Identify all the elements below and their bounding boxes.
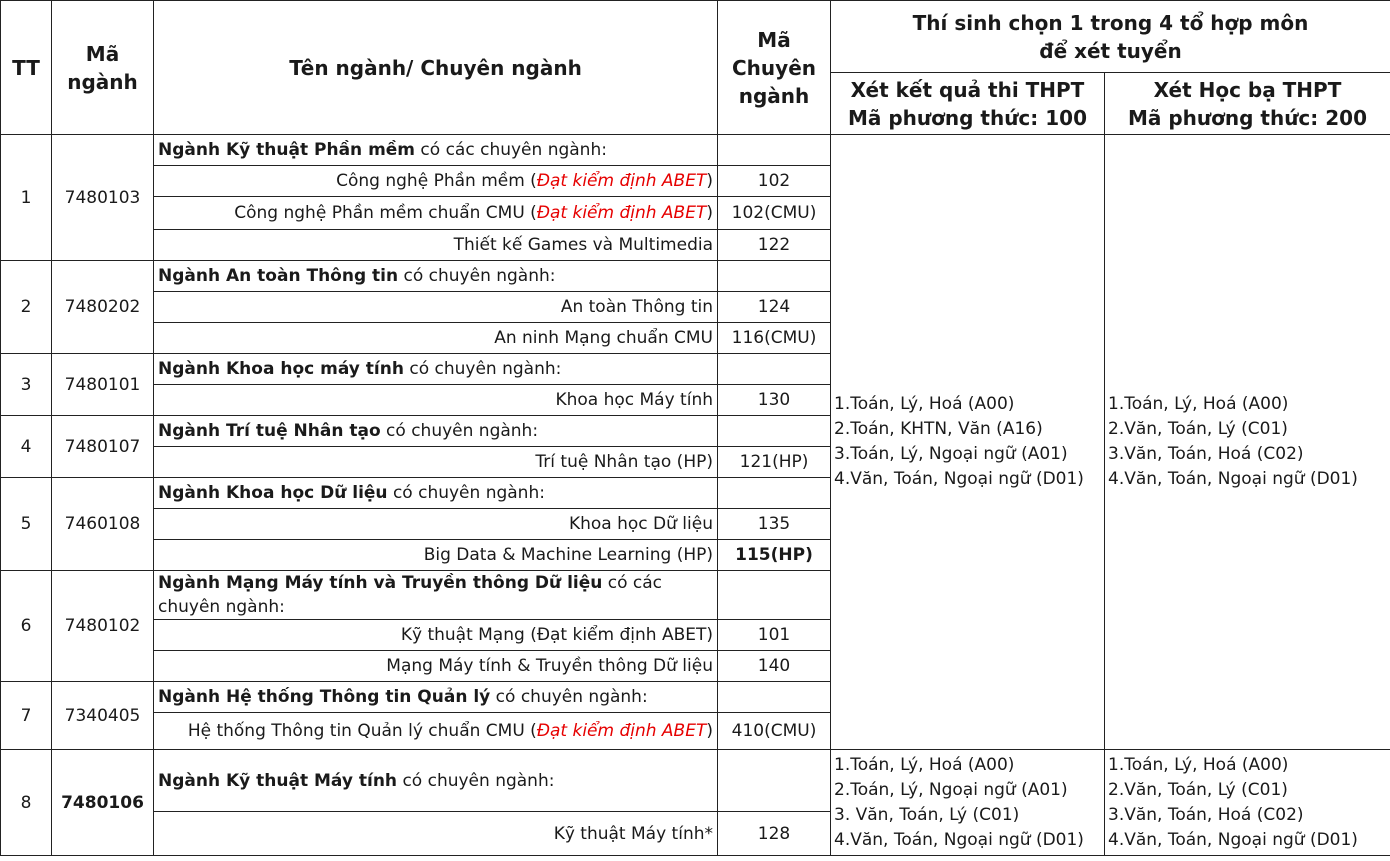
spec-code-empty	[718, 416, 831, 447]
table-row	[1, 135, 1390, 166]
row-major-code: 7340405	[52, 682, 154, 750]
spec-code: 410(CMU)	[718, 713, 831, 750]
spec-code-empty	[718, 135, 831, 166]
spec-code: 116(CMU)	[718, 323, 831, 354]
major-title: Ngành Hệ thống Thông tin Quản lý có chuyên ngành:	[154, 682, 718, 713]
spec-name: Kỹ thuật Máy tính*	[154, 812, 718, 856]
spec-code: 115(HP)	[718, 540, 831, 571]
spec-code-empty	[718, 750, 831, 812]
spec-code: 122	[718, 230, 831, 261]
spec-code: 121(HP)	[718, 447, 831, 478]
spec-name: An toàn Thông tin	[154, 292, 718, 323]
spec-code: 135	[718, 509, 831, 540]
spec-name: Trí tuệ Nhân tạo (HP)	[154, 447, 718, 478]
spec-name: Kỹ thuật Mạng (Đạt kiểm định ABET)	[154, 620, 718, 651]
header-combo-title: Thí sinh chọn 1 trong 4 tổ hợp môn để xét tuyển	[831, 1, 1390, 73]
row-major-code: 7480103	[52, 135, 154, 261]
spec-code: 102	[718, 166, 831, 197]
header-spec-code: Mã Chuyên ngành	[718, 1, 831, 135]
row-major-code: 7460108	[52, 478, 154, 571]
spec-code-empty	[718, 354, 831, 385]
major-title: Ngành Trí tuệ Nhân tạo có chuyên ngành:	[154, 416, 718, 447]
row-major-code: 7480107	[52, 416, 154, 478]
major-title: Ngành An toàn Thông tin có chuyên ngành:	[154, 261, 718, 292]
major-title: Ngành Kỹ thuật Phần mềm có các chuyên ngành:	[154, 135, 718, 166]
major-title: Ngành Mạng Máy tính và Truyền thông Dữ liệu có các chuyên ngành:	[154, 571, 718, 620]
spec-code: 124	[718, 292, 831, 323]
header-method-100: Xét kết quả thi THPT Mã phương thức: 100	[831, 73, 1105, 135]
spec-code-empty	[718, 261, 831, 292]
row-tt: 6	[1, 571, 52, 682]
row-tt: 4	[1, 416, 52, 478]
major-title: Ngành Khoa học Dữ liệu có chuyên ngành:	[154, 478, 718, 509]
major-title: Ngành Kỹ thuật Máy tính có chuyên ngành:	[154, 750, 718, 812]
header-method-200: Xét Học bạ THPT Mã phương thức: 200	[1105, 73, 1390, 135]
header-tt: TT	[1, 1, 52, 135]
spec-code: 128	[718, 812, 831, 856]
row-tt: 5	[1, 478, 52, 571]
combo-group-1-method-100: 1.Toán, Lý, Hoá (A00) 2.Toán, KHTN, Văn (A16) 3.Toán, Lý, Ngoại ngữ (A01) 4.Văn, Toán, Ngoại ngữ (D01)	[831, 135, 1105, 750]
combo-group-1-method-200: 1.Toán, Lý, Hoá (A00) 2.Văn, Toán, Lý (C01) 3.Văn, Toán, Hoá (C02) 4.Văn, Toán, Ngoại ngữ (D01)	[1105, 135, 1390, 750]
spec-name: Khoa học Dữ liệu	[154, 509, 718, 540]
spec-code: 140	[718, 651, 831, 682]
row-tt: 3	[1, 354, 52, 416]
spec-name: Thiết kế Games và Multimedia	[154, 230, 718, 261]
row-tt: 8	[1, 750, 52, 856]
spec-name: Công nghệ Phần mềm (Đạt kiểm định ABET)	[154, 166, 718, 197]
row-tt: 1	[1, 135, 52, 261]
row-tt: 2	[1, 261, 52, 354]
spec-code-empty	[718, 682, 831, 713]
combo-group-2-method-200: 1.Toán, Lý, Hoá (A00) 2.Văn, Toán, Lý (C01) 3.Văn, Toán, Hoá (C02) 4.Văn, Toán, Ngoại ngữ (D01)	[1105, 750, 1390, 856]
header-major-name: Tên ngành/ Chuyên ngành	[154, 1, 718, 135]
spec-code-empty	[718, 478, 831, 509]
spec-name: Hệ thống Thông tin Quản lý chuẩn CMU (Đạt kiểm định ABET)	[154, 713, 718, 750]
spec-code: 101	[718, 620, 831, 651]
row-major-code: 7480202	[52, 261, 154, 354]
spec-code: 102(CMU)	[718, 197, 831, 230]
header-major-code: Mã ngành	[52, 1, 154, 135]
row-major-code: 7480101	[52, 354, 154, 416]
spec-name: Công nghệ Phần mềm chuẩn CMU (Đạt kiểm định ABET)	[154, 197, 718, 230]
major-title: Ngành Khoa học máy tính có chuyên ngành:	[154, 354, 718, 385]
spec-code-empty	[718, 571, 831, 620]
row-major-code: 7480102	[52, 571, 154, 682]
table-row	[1, 750, 1390, 812]
spec-name: Big Data & Machine Learning (HP)	[154, 540, 718, 571]
spec-name: An ninh Mạng chuẩn CMU	[154, 323, 718, 354]
spec-name: Mạng Máy tính & Truyền thông Dữ liệu	[154, 651, 718, 682]
spec-name: Khoa học Máy tính	[154, 385, 718, 416]
spec-code: 130	[718, 385, 831, 416]
row-tt: 7	[1, 682, 52, 750]
combo-group-2-method-100: 1.Toán, Lý, Hoá (A00) 2.Toán, Lý, Ngoại ngữ (A01) 3. Văn, Toán, Lý (C01) 4.Văn, Toán, Ngoại ngữ (D01)	[831, 750, 1105, 856]
row-major-code: 7480106	[52, 750, 154, 856]
